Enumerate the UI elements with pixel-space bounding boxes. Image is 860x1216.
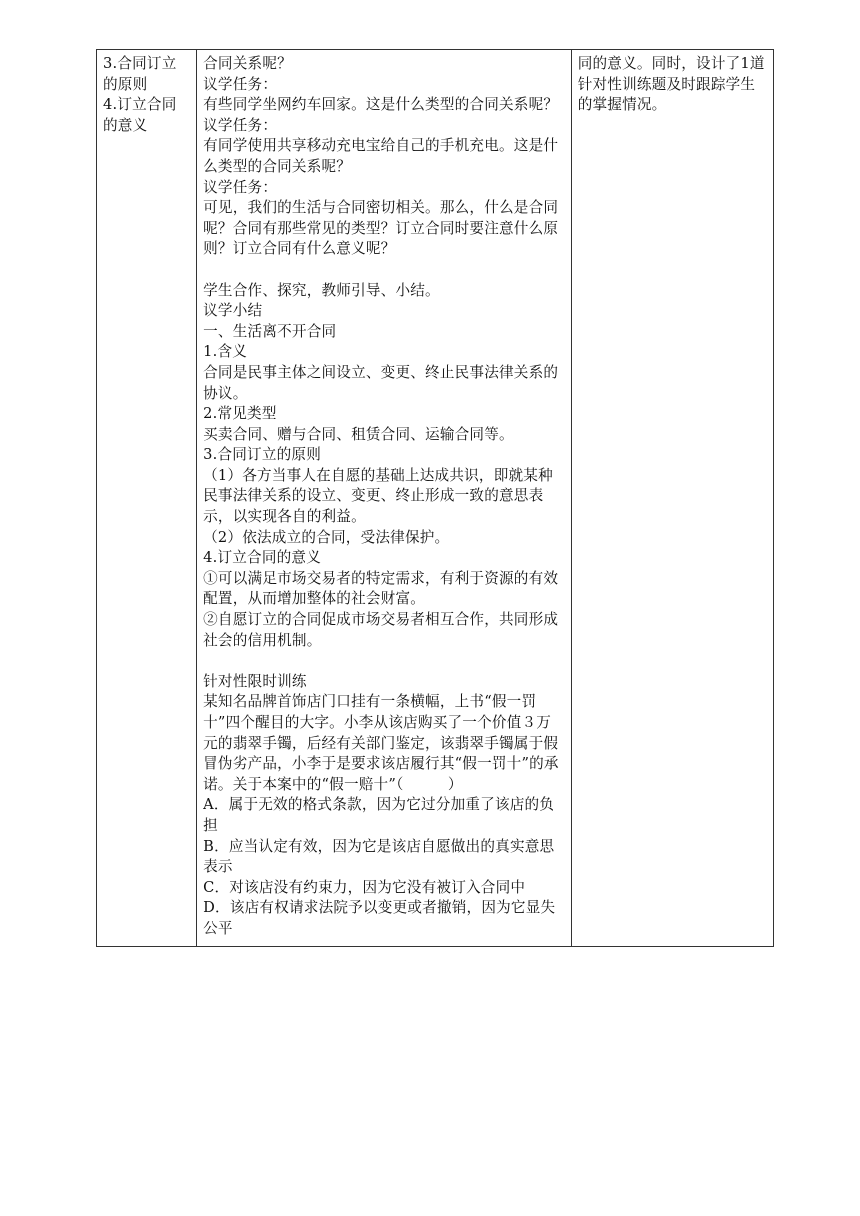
activity-line: 议学任务：: [203, 178, 278, 196]
topic-line: 3.合同订立的原则: [103, 55, 177, 93]
activity-line: 合同是民事主体之间设立、变更、终止民事法律关系的协议。: [203, 363, 559, 402]
lesson-plan-table: [96, 49, 774, 947]
activity-cell: [197, 50, 572, 947]
activity-line: ②自愿订立的合同促成市场交易者相互合作，共同形成社会的信用机制。: [203, 611, 559, 649]
activity-line: （2）依法成立的合同，受法律保护。: [203, 528, 450, 546]
blank-line: [203, 651, 565, 672]
subheading: 2.常见类型: [203, 405, 277, 423]
design-intent-text: 同的意义。同时，设计了1道针对性训练题及时跟踪学生的掌握情况。: [577, 55, 765, 114]
section-heading: 针对性限时训练: [203, 672, 307, 690]
option-b: B．应当认定有效，因为它是该店自愿做出的真实意思表示: [203, 837, 555, 876]
activity-line: ①可以满足市场交易者的特定需求，有利于资源的有效配置，从而增加整体的社会财富。: [203, 569, 559, 608]
blank-line: [203, 260, 565, 281]
topic-line: 4.订立合同的意义: [103, 96, 177, 134]
activity-line: （1）各方当事人在自愿的基础上达成共识，即就某种民事法律关系的设立、变更、终止形成一致的意思表示，以实现各自的利益。: [203, 466, 553, 526]
activity-line: 有同学使用共享移动充电宝给自己的手机充电。这是什么类型的合同关系呢？: [203, 137, 559, 175]
activity-line: 合同关系呢？: [203, 55, 292, 72]
activity-line: 议学任务：: [203, 75, 278, 93]
activity-line: 买卖合同、赠与合同、租赁合同、运输合同等。: [203, 425, 514, 443]
option-a: A．属于无效的格式条款，因为它过分加重了该店的负担: [203, 796, 555, 834]
section-heading: 一、生活离不开合同: [203, 322, 337, 340]
subheading: 1.含义: [203, 343, 248, 361]
topic-cell: [97, 50, 197, 947]
activity-line: 有些同学坐网约车回家。这是什么类型的合同关系呢？: [203, 96, 559, 114]
subheading: 4.订立合同的意义: [203, 549, 322, 567]
activity-line: 学生合作、探究，教师引导、小结。: [203, 281, 440, 299]
design-intent-cell: [571, 50, 773, 947]
option-c: C．对该店没有约束力，因为它没有被订入合同中: [203, 878, 526, 896]
activity-line: 可见，我们的生活与合同密切相关。那么，什么是合同呢？合同有那些常见的类型？订立合同时要注意什么原则？订立合同有什么意义呢？: [203, 199, 559, 258]
activity-line: 议学任务：: [203, 116, 278, 134]
question-stem: 某知名品牌首饰店门口挂有一条横幅，上书“假一罚十”四个醒目的大字。小李从该店购买了一个价值３万元的翡翠手镯，后经有关部门鉴定，该翡翠手镯属于假冒伪劣产品，小李于是要求该店履行其“假一罚十”的承诺。关于本案中的“假一赔十”（ ）: [203, 693, 559, 793]
table-row: [97, 50, 774, 947]
option-d: D．该店有权请求法院予以变更或者撤销，因为它显失公平: [203, 899, 556, 937]
subheading: 3.合同订立的原则: [203, 446, 322, 464]
section-heading: 议学小结: [203, 302, 263, 320]
